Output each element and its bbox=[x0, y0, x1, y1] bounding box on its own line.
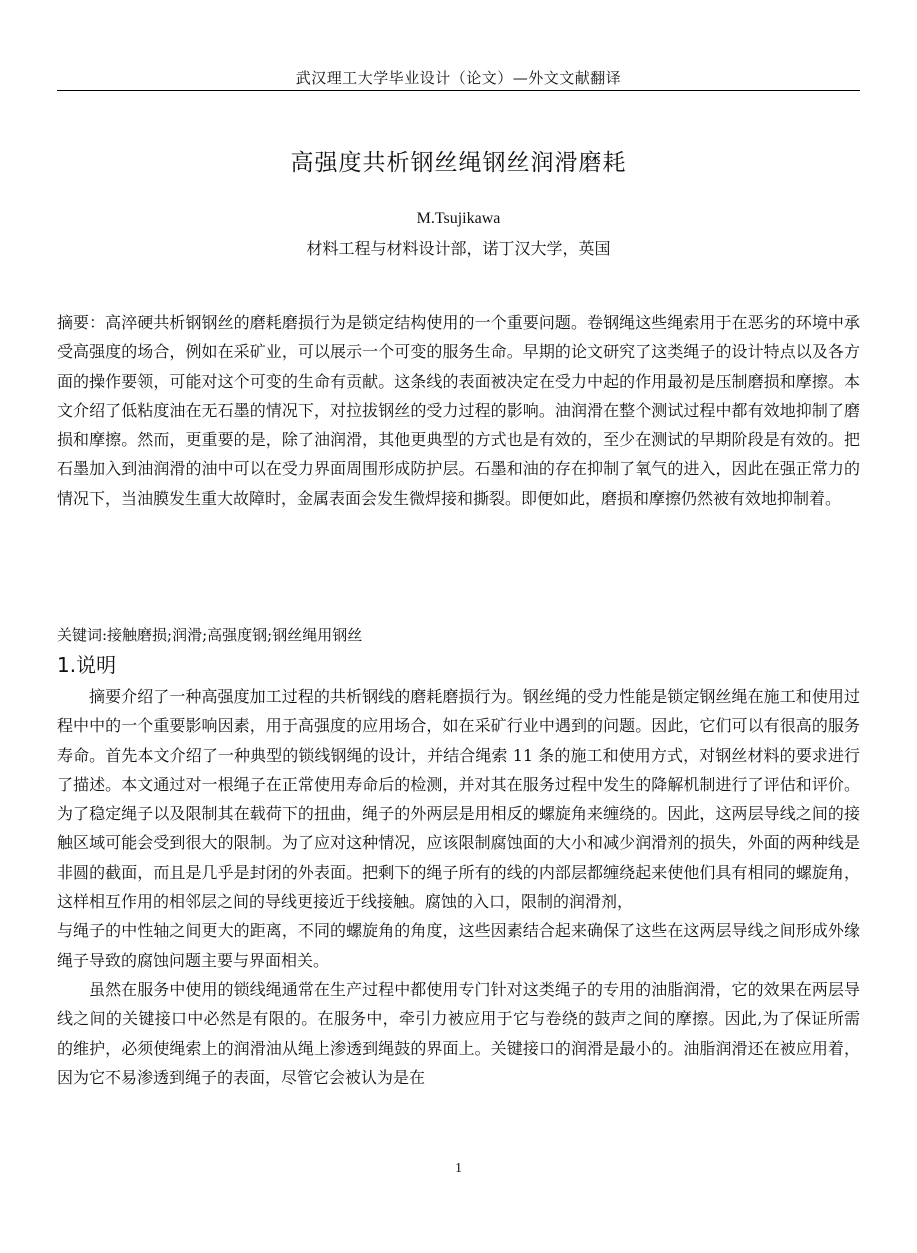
introduction-paragraph-2: 虽然在服务中使用的锁线绳通常在生产过程中都使用专门针对这类绳子的专用的油脂润滑，它的效果在两层导线之间的关键接口中必然是有限的。在服务中，牵引力被应用于它与卷绕的鼓声之间的摩擦。因此,为了保证所需的维护，必须使绳索上的润滑油从绳上渗透到绳鼓的界面上。关键接口的润滑是最小的。油脂润滑还在被应用着，因为它不易渗透到绳子的表面，尽管它会被认为是在 bbox=[57, 979, 860, 1087]
header-rule bbox=[57, 90, 860, 91]
running-header: 武汉理工大学毕业设计（论文）—外文文献翻译 bbox=[295, 69, 622, 87]
page-number: 1 bbox=[455, 1161, 462, 1176]
section-heading-introduction: 1.说明 bbox=[57, 653, 117, 677]
introduction-paragraph-1-continued: 与绳子的中性轴之间更大的距离，不同的螺旋角的角度，这些因素结合起来确保了这些在这两层导线之间形成外缘绳子导致的腐蚀问题主要与界面相关。 bbox=[57, 921, 860, 970]
article-title: 高强度共析钢丝绳钢丝润滑磨耗 bbox=[290, 150, 627, 176]
abstract-paragraph: 摘要：高淬硬共析钢钢丝的磨耗磨损行为是锁定结构使用的一个重要问题。卷钢绳这些绳索用于在恶劣的环境中承受高强度的场合，例如在采矿业，可以展示一个可变的服务生命。早期的论文研究了这类绳子的设计特点以及各方面的操作要领，可能对这个可变的生命有贡献。这条线的表面被决定在受力中起的作用最初是压制磨损和摩擦。本文介绍了低粘度油在无石墨的情况下，对拉拔钢丝的受力过程的影响。油润滑在整个测试过程中都有效地抑制了磨损和摩擦。然而，更重要的是，除了油润滑，其他更典型的方式也是有效的，至少在测试的早期阶段是有效的。把石墨加入到油润滑的油中可以在受力界面周围形成防护层。石墨和油的存在抑制了氧气的进入，因此在强正常力的情况下，当油膜发生重大故障时，金属表面会发生微焊接和撕裂。即便如此，磨损和摩擦仍然被有效地抑制着。 bbox=[57, 313, 860, 508]
introduction-paragraph-1: 摘要介绍了一种高强度加工过程的共析钢线的磨耗磨损行为。钢丝绳的受力性能是锁定钢丝绳在施工和使用过程中中的一个重要影响因素，用于高强度的应用场合，如在采矿行业中遇到的问题。因此，它们可以有很高的服务寿命。首先本文介绍了一种典型的锁线钢绳的设计，并结合绳索 11 条的施工和使用方式，对钢丝材料的要求进行了描述。本文通过对一根绳子在正常使用寿命后的检测，并对其在服务过程中发生的降解机制进行了评估和评价。为了稳定绳子以及限制其在载荷下的扭曲，绳子的外两层是用相反的螺旋角来缠绕的。因此，这两层导线之间的接触区域可能会受到很大的限制。为了应对这种情况，应该限制腐蚀面的大小和减少润滑剂的损失，外面的两种线是非圆的截面，而且是几乎是封闭的外表面。把剩下的绳子所有的线的内部层都缠绕起来使他们具有相同的螺旋角，这样相互作用的相邻层之间的导线更接近于线接触。腐蚀的入口，限制的润滑剂， bbox=[57, 687, 860, 912]
keywords-line: 关键词:接触磨损;润滑;高强度钢;钢丝绳用钢丝 bbox=[57, 626, 363, 644]
author-affiliation: 材料工程与材料设计部，诺丁汉大学，英国 bbox=[306, 239, 611, 258]
article-author: M.Tsujikawa bbox=[416, 210, 501, 227]
introduction-body bbox=[57, 682, 860, 1092]
